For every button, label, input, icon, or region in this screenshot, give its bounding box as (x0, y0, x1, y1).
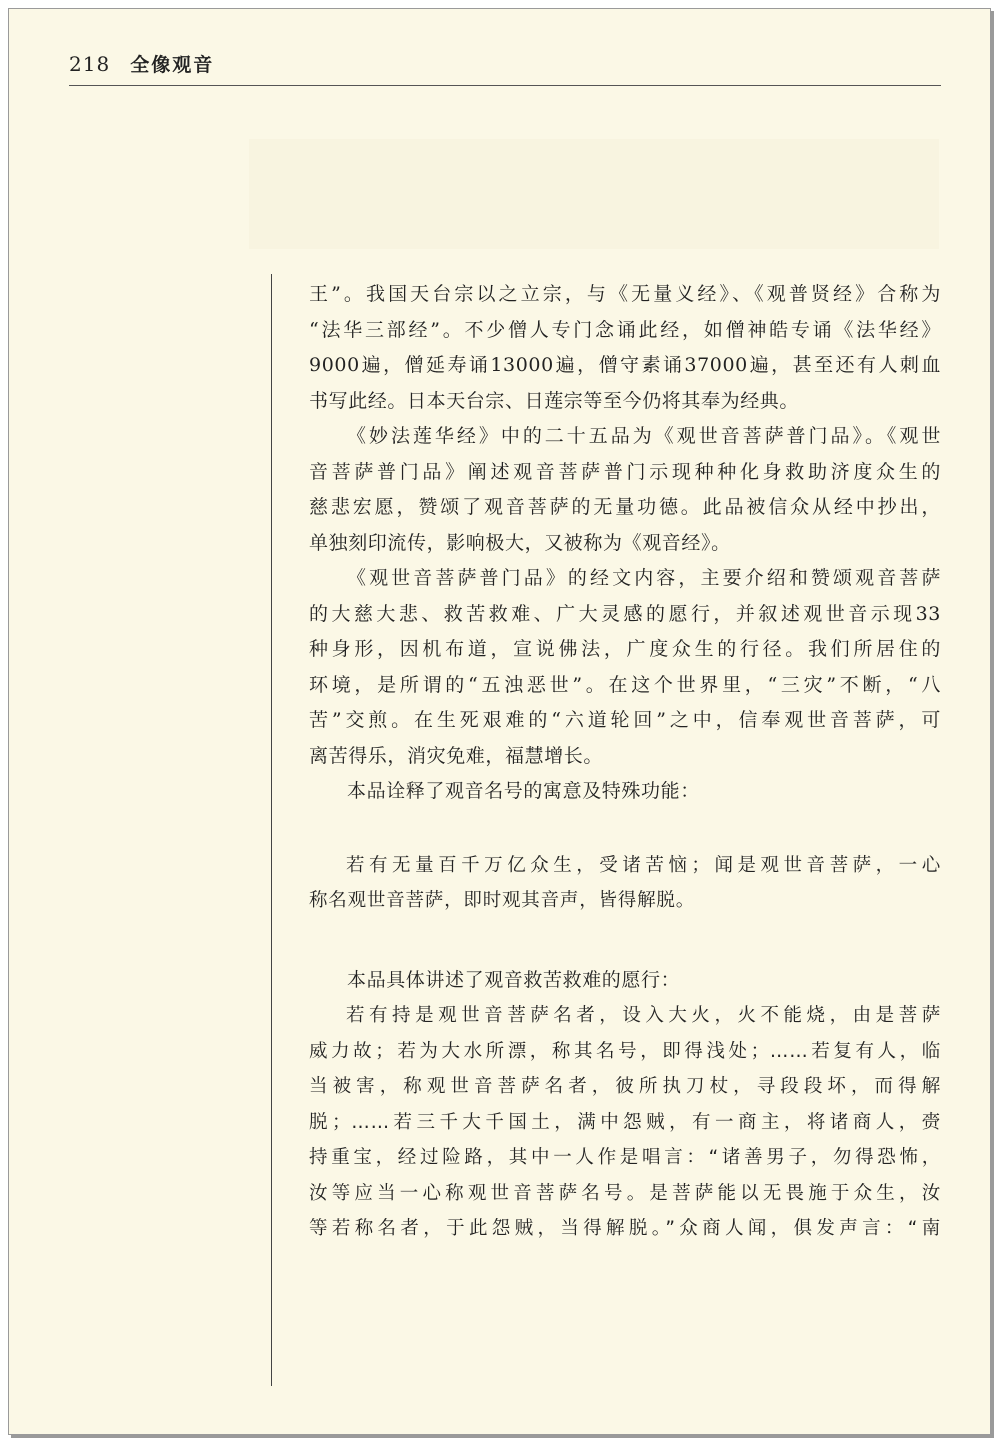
text-line: 《观世音菩萨普门品》的经文内容，主要介绍和赞颂观音菩萨 (347, 567, 941, 589)
text-line: 的大慈大悲、救苦救难、广大灵感的愿行，并叙述观世音示现33 (309, 602, 941, 625)
text-line: 种身形，因机布道，宣说佛法，广度众生的行径。我们所居住的 (309, 638, 941, 660)
text-line: 《妙法莲华经》中的二十五品为《观世音菩萨普门品》。《观世 (347, 425, 941, 447)
paragraph (309, 963, 941, 999)
paragraph-continued (309, 455, 941, 562)
text-line: 本品诠释了观音名号的寓意及特殊功能： (347, 780, 700, 802)
book-title: 全像观音 (130, 54, 215, 76)
text-line: 若有无量百千万亿众生，受诸苦恼；闻是观世音菩萨，一心 (346, 854, 941, 876)
paragraph (309, 419, 941, 455)
text-line: 称名观世音菩萨，即时观其音声，皆得解脱。 (309, 890, 696, 911)
text-line: 本品具体讲述了观音救苦救难的愿行： (347, 968, 681, 991)
text-line: 9000遍，僧延寿诵13000遍，僧守素诵37000遍，甚至还有人刺血 (309, 354, 941, 376)
text-line: 威力故；若为大水所漂，称其名号，即得浅处；……若复有人，临 (309, 1040, 941, 1062)
sutra-quote (309, 998, 941, 1034)
paragraph (309, 277, 941, 419)
header-rule (69, 85, 941, 86)
text-line: 脱；……若三千大千国土，满中怨贼，有一商主，将诸商人，赍 (309, 1111, 941, 1133)
text-line: 汝等应当一心称观世音菩萨名号。是菩萨能以无畏施于众生，汝 (309, 1182, 941, 1204)
text-line: 持重宝，经过险路，其中一人作是唱言：“诸善男子，勿得恐怖， (309, 1147, 941, 1168)
text-line: 单独刻印流传，影响极大，又被称为《观音经》。 (309, 531, 731, 554)
text-line: 等若称名者，于此怨贼，当得解脱。”众商人闻，俱发声言：“南 (309, 1218, 941, 1239)
paragraph-continued (309, 597, 941, 775)
book-page (8, 8, 991, 1435)
text-line: 慈悲宏愿，赞颂了观音菩萨的无量功德。此品被信众从经中抄出， (309, 496, 941, 518)
page-number: 218 (69, 52, 111, 76)
paragraph (309, 561, 941, 597)
margin-rule (271, 274, 272, 1386)
spacer (309, 919, 941, 963)
text-line: 当被害，称观世音菩萨名者，彼所执刀杖，寻段段坏，而得解 (309, 1076, 941, 1097)
text-line: 音菩萨普门品》阐述观音菩萨普门示现种种化身救助济度众生的 (309, 460, 941, 483)
text-line: 苦”交煎。在生死艰难的“六道轮回”之中，信奉观世音菩萨，可 (309, 709, 941, 731)
sutra-quote-continued (309, 883, 941, 919)
text-line: 环境，是所谓的“五浊恶世”。在这个世界里，“三灾”不断，“八 (309, 673, 941, 696)
running-header (69, 50, 214, 78)
text-line: 离苦得乐，消灾免难，福慧增长。 (309, 744, 604, 767)
sutra-quote-continued (309, 1034, 941, 1247)
text-line: “法华三部经”。不少僧人专门念诵此经，如僧神皓专诵《法华经》 (309, 318, 941, 341)
text-line: 书写此经。日本天台宗、日莲宗等至今仍将其奉为经典。 (309, 389, 800, 412)
text-line: 王”。我国天台宗以之立宗，与《无量义经》、《观普贤经》合称为 (309, 283, 941, 305)
faded-background-shape (249, 139, 939, 249)
text-line: 若有持是观世音菩萨名者，设入大火，火不能烧，由是菩萨 (346, 1005, 941, 1026)
spacer (309, 810, 941, 848)
sutra-quote (309, 848, 941, 884)
body-text (309, 277, 941, 1247)
paragraph (309, 774, 941, 810)
